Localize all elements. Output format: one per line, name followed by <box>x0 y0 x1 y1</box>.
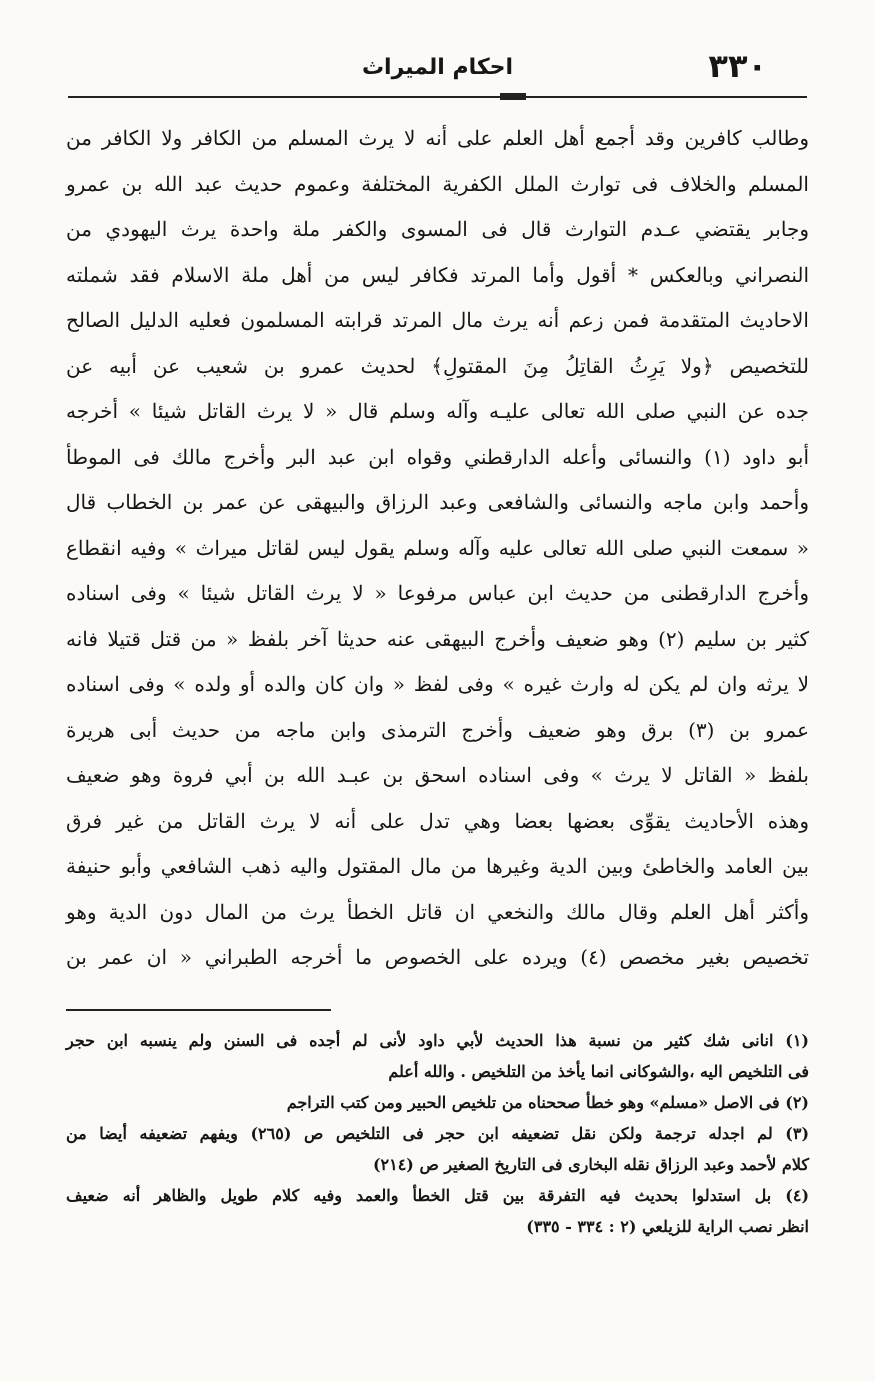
body-line: الاحاديث المتقدمة فمن زعم أنه يرث مال المرتد قرابته المسلمون فعليه الدليل الصالح <box>66 308 809 332</box>
body-line: جده عن النبي صلى الله تعالى عليـه وآله وسلم قال « لا يرث القاتل شيئا » أخرجه <box>66 399 809 423</box>
footnote-line: (٢) فى الاصل «مسلم» وهو خطأ صححناه من تلخيص الحبير ومن كتب التراجم <box>286 1093 809 1112</box>
footnote-line: فى التلخيص اليه ،والشوكانى انما يأخذ من التلخيص . والله أعلم <box>388 1062 809 1081</box>
footnote-separator <box>66 1009 331 1011</box>
page-number: ٣٣٠ <box>708 47 767 85</box>
body-line: تخصيص بغير مخصص (٤) ويرده على الخصوص ما أخرجه الطبراني « ان عمر بن <box>66 945 809 969</box>
footnote-line: (٣) لم اجدله ترجمة ولكن نقل تضعيفه ابن حجر فى التلخيص ص (٢٦٥) ويفهم تضعيفه أيضا من <box>66 1124 810 1143</box>
body-line: كثير بن سليم (٢) وهو ضعيف وأخرج البيهقى عنه حديثا آخر بلفظ « من قتل قتيلا فانه <box>66 626 809 651</box>
body-line: وجابر يقتضي عـدم التوارث قال فى المسوى والكفر ملة واحدة يرث اليهودي من <box>66 217 809 241</box>
body-line: النصراني وبالعكس * أقول وأما المرتد فكافر ليس من أهل ملة الاسلام فقد شملته <box>66 262 809 287</box>
body-line: للتخصيص ﴿ولا يَرِثُ القاتِلُ مِنَ المقتولِ﴾ لحديث عمرو بن شعيب عن أبيه عن <box>66 353 809 378</box>
header-rule <box>68 96 807 98</box>
body-line: وأحمد وابن ماجه والنسائى والشافعى وعبد الرزاق والبيهقى عن عمر بن الخطاب قال <box>66 490 809 514</box>
page-header <box>68 42 807 92</box>
body-line: وأخرج الدارقطنى من حديث ابن عباس مرفوعا « لا يرث القاتل شيئا » وفى اسناده <box>66 581 809 605</box>
body-line: وطالب كافرين وقد أجمع أهل العلم على أنه لا يرث المسلم من الكافر ولا الكافر من <box>66 126 809 150</box>
main-text <box>66 116 809 981</box>
body-line: المسلم والخلاف فى توارث الملل الكفرية المختلفة وعموم حديث عبد الله بن عمرو <box>66 171 809 196</box>
body-line: وهذه الأحاديث يقوِّى بعضها بعضا وهي تدل على أنه لا يرث القاتل من غير فرق <box>66 808 809 833</box>
body-line: عمرو بن (٣) برق وهو ضعيف وأخرج الترمذى وابن ماجه من حديث أبى هريرة <box>66 717 810 742</box>
running-head: احكام الميراث <box>361 55 514 80</box>
body-line: « سمعت النبي صلى الله تعالى عليه وآله وسلم يقول ليس لقاتل ميراث » وفيه انقطاع <box>66 535 809 560</box>
footnote-line: (١) انانى شك كثير من نسبة هذا الحديث لأبي داود لأنى لم أجده فى السنن ولم ينسبه ابن حجر <box>66 1031 809 1050</box>
footnote-line: (٤) بل استدلوا بحديث فيه التفرقة بين قتل الخطأ والعمد وفيه كلام طويل والظاهر أنه ضعيف <box>66 1186 810 1205</box>
body-line: وأكثر أهل العلم وقال مالك والنخعي ان قاتل الخطأ يرث من المال دون الدية وهو <box>66 899 809 924</box>
footnote-line: انظر نصب الراية للزيلعي (٢ : ٣٣٤ - ٣٣٥) <box>526 1217 809 1236</box>
footnote-line: كلام لأحمد وعبد الرزاق نقله البخارى فى التاريخ الصغير ص (٢١٤) <box>372 1155 809 1174</box>
body-line: أبو داود (١) والنسائى وأعله الدارقطني وقواه ابن عبد البر وأخرج مالك فى الموطأ <box>66 444 810 469</box>
footnotes <box>66 1025 809 1242</box>
body-line: بين العامد والخاطئ وبين الدية وغيرها من مال المقتول واليه ذهب الشافعي وأبو حنيفة <box>66 854 809 878</box>
body-line: لا يرثه وان لم يكن له وارث غيره » وفى لفظ « وان كان والده أو ولده » وفى اسناده <box>66 672 809 696</box>
body-line: بلفظ « القاتل لا يرث » وفى اسناده اسحق بن عبـد الله بن أبي فروة وهو ضعيف <box>66 763 809 787</box>
header-rule-ornament <box>500 93 526 100</box>
